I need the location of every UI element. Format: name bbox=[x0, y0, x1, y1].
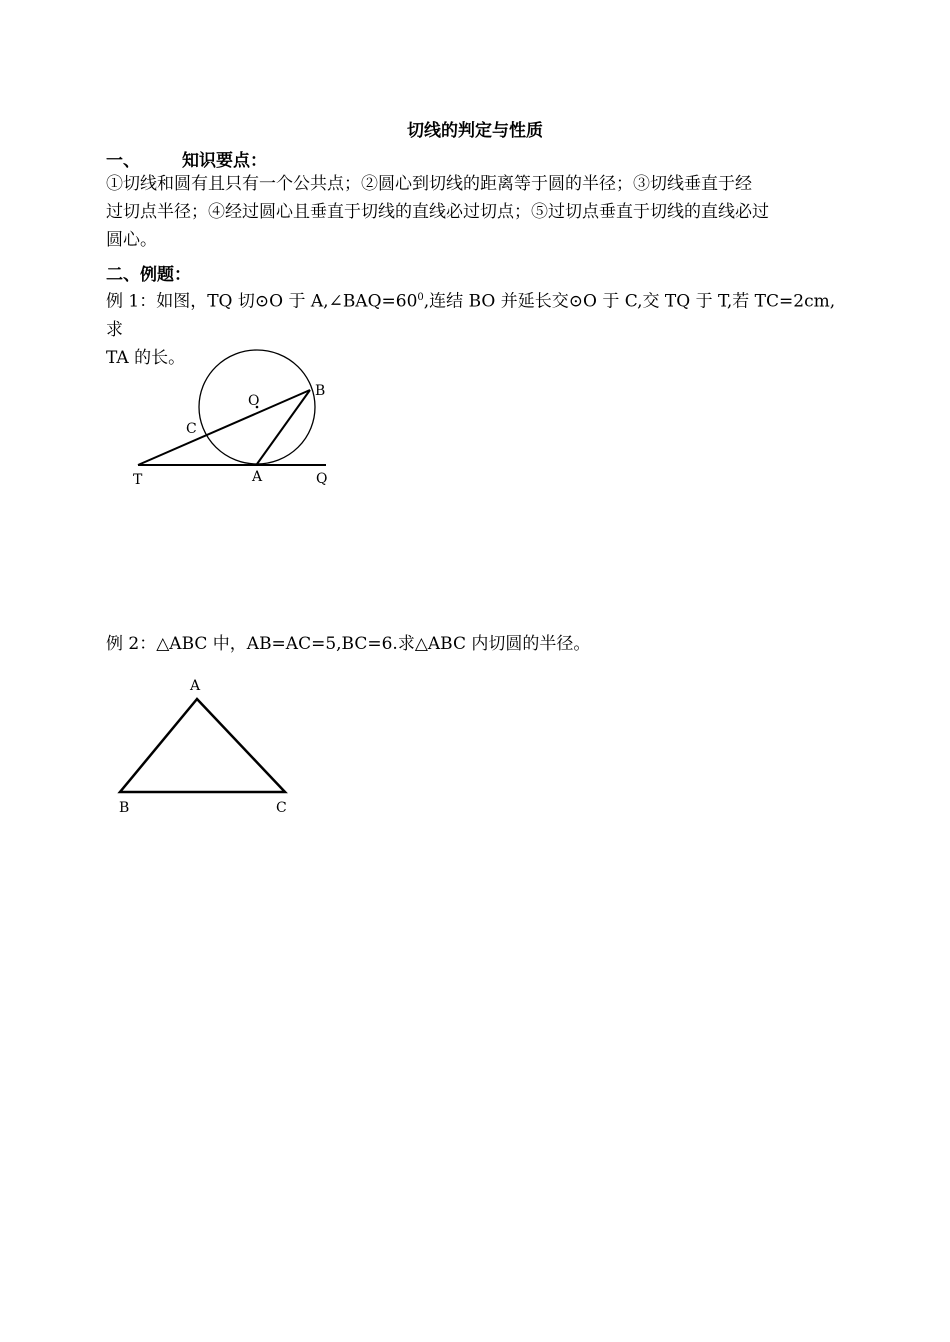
label-c: C bbox=[276, 800, 287, 816]
key-points-line: 圆心。 bbox=[106, 230, 157, 250]
page-title: 切线的判定与性质 bbox=[407, 121, 543, 141]
label-b: B bbox=[119, 800, 130, 816]
label-a: A bbox=[252, 469, 263, 485]
label-a: A bbox=[190, 678, 201, 694]
label-t: T bbox=[133, 472, 143, 488]
degree-superscript: 0 bbox=[417, 292, 424, 303]
example2-text: 例 2：△ABC 中，AB=AC=5,BC=6.求△ABC 内切圆的半径。 bbox=[106, 634, 591, 654]
example1-line-part: 例 1：如图，TQ 切⊙O 于 A,∠BAQ=60 bbox=[106, 291, 418, 312]
label-q: Q bbox=[316, 471, 328, 487]
section-label: 知识要点： bbox=[182, 151, 267, 171]
key-points-line: ①切线和圆有且只有一个公共点；②圆心到切线的距离等于圆的半径；③切线垂直于经 bbox=[106, 174, 752, 194]
label-c: C bbox=[186, 421, 197, 437]
section-heading-examples: 二、例题： bbox=[106, 265, 191, 285]
label-o: O bbox=[248, 393, 260, 409]
example1-line-part: ,连结 BO 并延长交⊙O 于 C,交 TQ 于 T,若 TC=2cm,求 bbox=[106, 291, 836, 340]
section-number: 一、 bbox=[106, 151, 140, 171]
key-points-line: 过切点半径；④经过圆心且垂直于切线的直线必过切点；⑤过切点垂直于切线的直线必过 bbox=[106, 202, 769, 222]
example1-line: TA 的长。 bbox=[106, 347, 186, 368]
label-b: B bbox=[315, 383, 326, 399]
triangle-abc bbox=[120, 699, 285, 792]
